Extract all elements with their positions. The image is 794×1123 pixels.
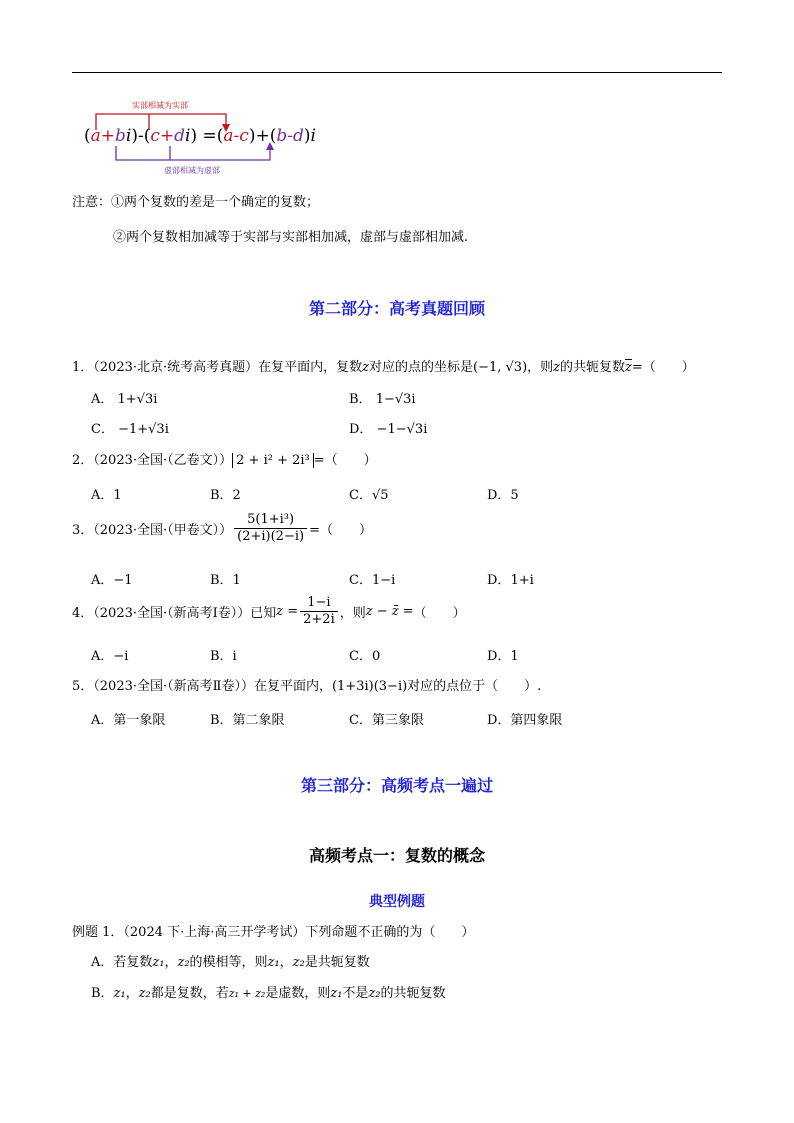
ex1-option-b[interactable] <box>91 982 446 1001</box>
numerator: 5(1+i³) <box>234 512 307 529</box>
note-2: ②两个复数相加减等于实部与实部相加减，虚部与虚部相加减. <box>113 230 469 245</box>
opt-label: B． <box>349 392 372 407</box>
q3-option-a[interactable]: A．−1 <box>91 573 133 588</box>
var-a: a <box>90 126 101 146</box>
opt-label: C． <box>349 488 372 503</box>
var-z1: z₁ <box>267 955 280 970</box>
var-z1: z₁ <box>113 986 126 1001</box>
var-d: d <box>174 126 186 146</box>
q5-option-d[interactable]: D．第四象限 <box>487 713 563 728</box>
sum-expr: z₁ + z₂ <box>228 987 266 1000</box>
var-z1: z₁ <box>330 986 343 1001</box>
ex1-option-a[interactable] <box>91 951 370 970</box>
var-z: z <box>553 360 561 375</box>
paren: ( <box>84 126 91 146</box>
opt-text: ， <box>125 986 139 1001</box>
imag-part-label: 虚部相减为虚部 <box>164 166 220 175</box>
q-text: （2023·北京·统考高考真题）在复平面内，复数 <box>93 360 363 375</box>
opt-text: 不是 <box>342 986 369 1001</box>
q-number: 2． <box>72 453 94 468</box>
q3-option-d[interactable] <box>487 569 534 588</box>
q3-option-c[interactable] <box>349 569 395 588</box>
q-number: 4． <box>72 606 94 621</box>
opt-value: −1−√3i <box>376 422 428 437</box>
var-z2: z₂ <box>177 955 190 970</box>
expr: z − z̄ = <box>365 604 414 619</box>
imag-i: i <box>185 126 191 146</box>
plus: + <box>159 126 175 146</box>
fraction <box>300 595 338 628</box>
header-rule <box>72 72 722 73</box>
section-3-title: 第三部分：高频考点一遍过 <box>300 776 493 795</box>
q1-option-b[interactable] <box>349 388 416 407</box>
q-text: =（ ） <box>631 360 695 375</box>
fraction <box>234 512 307 545</box>
var-b: b <box>115 126 126 146</box>
question-5 <box>72 675 541 694</box>
opt-value: 1−√3i <box>375 392 416 407</box>
q1-option-c[interactable] <box>91 418 169 437</box>
q-text: =（ ） <box>313 453 377 468</box>
opt-text: B． <box>91 986 114 1001</box>
question-4 <box>72 595 466 628</box>
opt-label: C． <box>349 573 372 588</box>
denominator: (2+i)(2−i) <box>237 529 305 544</box>
q4-option-a[interactable]: A．−i <box>91 649 129 664</box>
q4-option-d[interactable]: D．1 <box>487 649 519 664</box>
key-point-1-title: 高频考点一：复数的概念 <box>308 846 485 865</box>
q-number: 5． <box>72 679 94 694</box>
var-zbar: $\overline{z}$ <box>625 360 632 375</box>
opt-text: 都是复数，若 <box>150 986 229 1001</box>
q-text: （2023·全国·（甲卷文）） <box>93 523 233 538</box>
q5-option-b[interactable]: B．第二象限 <box>210 713 285 728</box>
q2-option-b[interactable]: B．2 <box>210 488 241 503</box>
paren: ) <box>303 126 311 146</box>
examples-title: 典型例题 <box>369 894 425 910</box>
question-1 <box>72 356 695 375</box>
q1-option-d[interactable] <box>349 418 427 437</box>
q-text: 对应的点的坐标是 <box>369 360 474 375</box>
var-z2: z₂ <box>292 955 305 970</box>
opt-text: ， <box>279 955 293 970</box>
numerator: 1−i <box>300 595 338 612</box>
q-text: （2023·全国·（乙卷文）） <box>93 453 233 468</box>
opt-label: C． <box>91 422 114 437</box>
opt-text: 的共轭复数 <box>380 986 446 1001</box>
real-diff: a-c <box>223 126 249 146</box>
imag-i: i <box>125 126 132 146</box>
q-text: ，则 <box>527 360 554 375</box>
note-label: 注意： <box>72 195 112 210</box>
q-text: ，则 <box>339 606 366 621</box>
q2-option-a[interactable]: A．1 <box>91 488 122 503</box>
var-z2: z₂ <box>138 986 151 1001</box>
opt-text: 的模相等，则 <box>189 955 268 970</box>
paren: ) =( <box>190 126 224 146</box>
q-number: 1． <box>72 360 94 375</box>
opt-value: 1+√3i <box>117 392 158 407</box>
var-z: z <box>362 360 369 375</box>
q-text: （ ） <box>413 606 466 621</box>
opt-value: 1+i <box>510 573 534 588</box>
imag-diff: b-d <box>276 126 304 146</box>
note-item-1: ①两个复数的差是一个确定的复数； <box>111 195 320 210</box>
note-1 <box>72 191 319 210</box>
var-z1: z₁ <box>152 955 165 970</box>
opt-text: A．若复数 <box>91 955 153 970</box>
q-text: 的共轭复数 <box>560 360 626 375</box>
opt-value: 1−i <box>371 573 396 588</box>
question-2 <box>72 449 377 468</box>
q5-option-a[interactable]: A．第一象限 <box>91 713 166 728</box>
opt-label: A． <box>91 392 114 407</box>
opt-label: D． <box>349 422 373 437</box>
denominator: 2+2i <box>303 612 335 627</box>
q4-option-c[interactable]: C．0 <box>349 649 381 664</box>
paren: )-( <box>131 126 151 146</box>
coord: (−1, √3) <box>473 360 528 375</box>
q-text: （2023·全国·（新高考Ⅱ卷））在复平面内， <box>93 679 332 694</box>
z-equals: z = <box>276 604 299 619</box>
q1-option-a[interactable] <box>91 388 157 407</box>
q3-option-b[interactable]: B．1 <box>210 573 241 588</box>
q-text: （2023·全国·（新高考Ⅰ卷））已知 <box>93 606 277 621</box>
opt-text: 是共轭复数 <box>304 955 370 970</box>
real-part-label: 实部相减为实部 <box>132 101 188 110</box>
opt-value: −1+√3i <box>118 422 169 437</box>
question-3 <box>72 512 372 545</box>
opt-value: √5 <box>371 488 389 503</box>
expr: (1+3i)(3−i) <box>331 679 408 694</box>
opt-text: ， <box>164 955 178 970</box>
imag-i: i <box>310 126 316 146</box>
q2-option-d[interactable]: D．5 <box>487 488 519 503</box>
opt-label: D． <box>487 573 511 588</box>
abs-expr: 2 + i² + 2i³ <box>232 453 314 468</box>
var-z2: z₂ <box>368 986 381 1001</box>
q4-option-b[interactable]: B．i <box>210 649 237 664</box>
example-1: 例题 1．（2024 下·上海·高三开学考试）下列命题不正确的为（ ） <box>72 925 475 940</box>
opt-text: 是虚数，则 <box>265 986 331 1001</box>
paren: )+( <box>248 126 277 146</box>
q5-option-c[interactable]: C．第三象限 <box>349 713 424 728</box>
var-c: c <box>150 126 160 146</box>
q-text: 对应的点位于（ ）. <box>407 679 542 694</box>
q-number: 3． <box>72 523 94 538</box>
q2-option-c[interactable] <box>349 484 389 503</box>
subtraction-formula <box>84 126 316 146</box>
plus: + <box>100 126 116 146</box>
section-2-title: 第二部分：高考真题回顾 <box>308 299 485 318</box>
q-text: =（ ） <box>309 523 372 538</box>
